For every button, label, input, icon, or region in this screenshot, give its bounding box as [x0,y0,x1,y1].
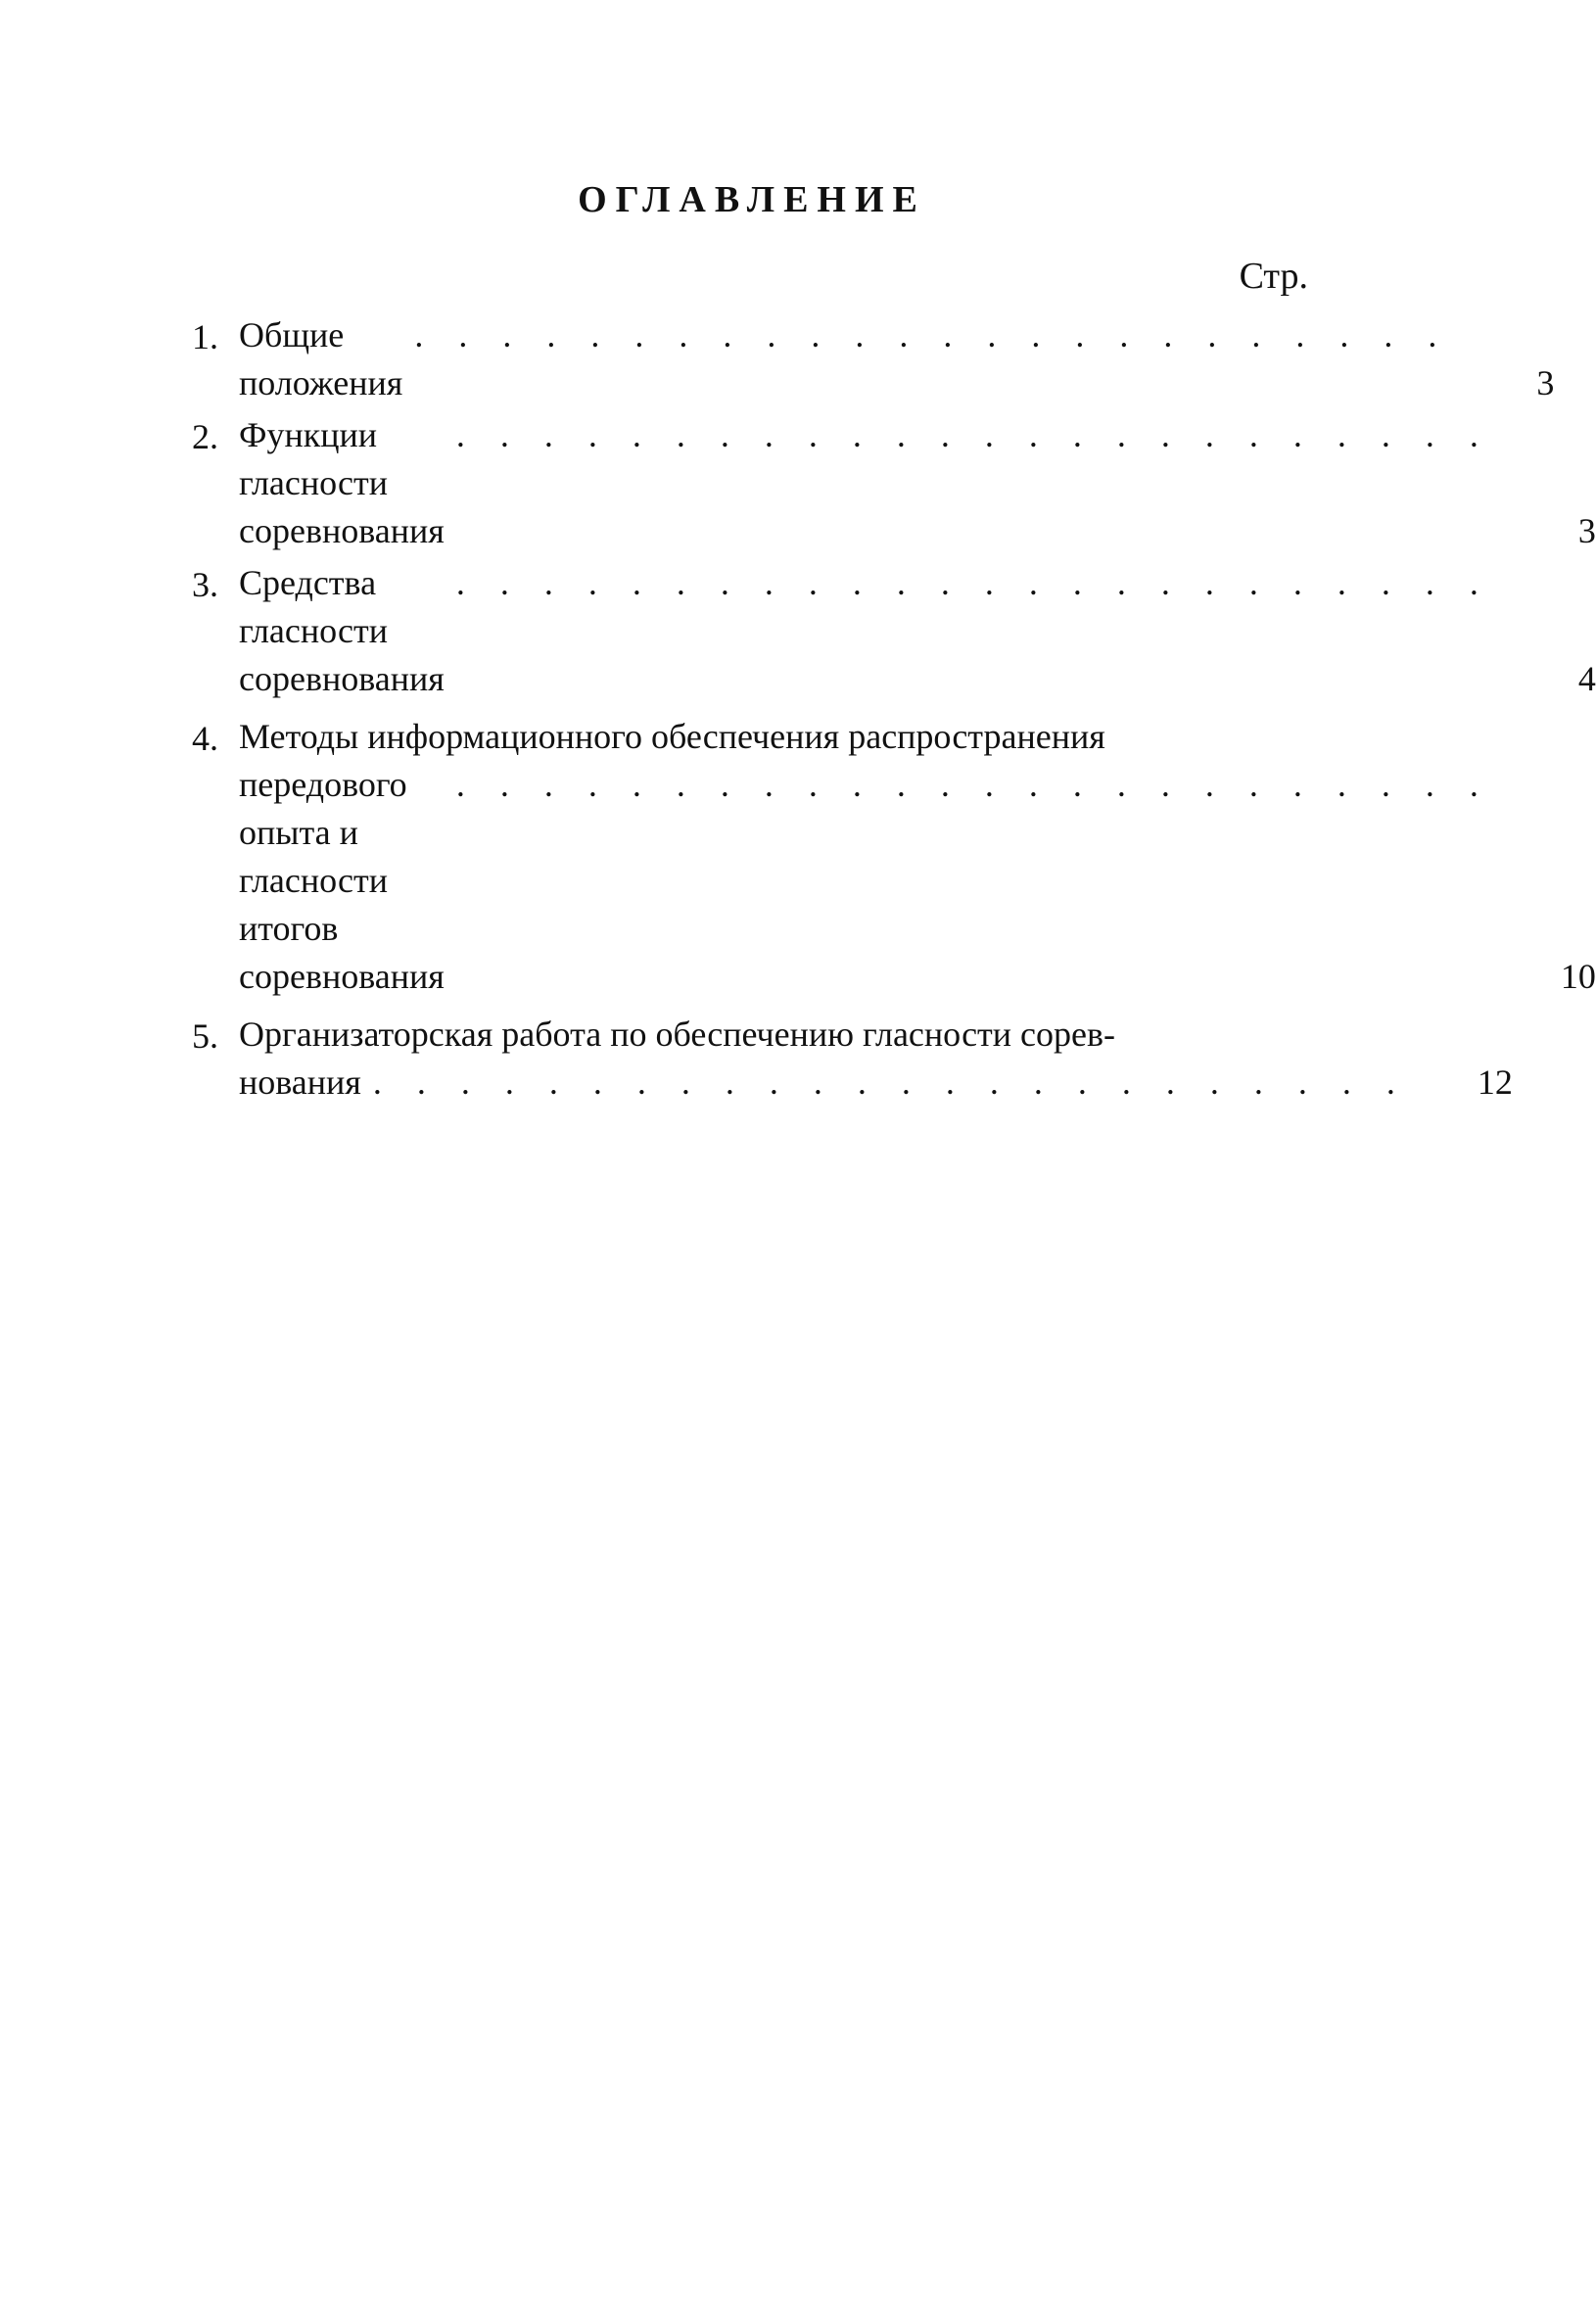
dot-leader [456,761,1479,809]
toc-entry-page: 4 [1577,659,1596,698]
toc-entry-body [239,713,1596,1001]
toc-entry-5 [192,1011,1513,1107]
page-column-header: Стр. [1239,256,1308,297]
toc-entry-line [239,713,1479,761]
toc-entry-title: Функции гласности соревнования [239,415,445,550]
toc-entry-number: 3. [192,565,218,604]
toc-entry-number: 1. [192,317,218,356]
toc-entry-2 [192,411,1596,555]
toc-entry-line [239,1011,1395,1059]
toc-entry-number: 2. [192,417,218,456]
toc-entry-title-continued: передового опыта и гласности итогов соревнования [239,765,445,996]
toc-entry-body [239,411,1596,555]
toc-entry-page: 3 [1577,511,1596,550]
toc-entry-number: 4. [192,719,218,758]
dot-leader [373,1059,1395,1107]
toc-entry-line [239,1059,1395,1107]
toc-entry-3 [192,559,1596,703]
toc-entry-title: Общие положения [239,315,403,402]
toc-entry-line [239,761,1479,1001]
toc-entry-title: Методы информационного обеспечения распространения [239,717,1105,756]
dot-leader [456,411,1479,459]
toc-entry-page: 3 [1536,363,1555,402]
toc-entry-title-continued: нования [239,1062,361,1102]
toc-entry-page: 10 [1560,957,1596,996]
toc-entry-line [239,559,1479,703]
toc-entry-body [239,311,1554,407]
toc-entry-page: 12 [1477,1062,1513,1102]
toc-entry-line [239,311,1436,407]
table-of-contents [192,311,1596,1107]
toc-entry-1 [192,311,1555,407]
dot-leader [456,559,1479,607]
toc-entry-line [239,411,1479,555]
toc-entry-title: Организаторская работа по обеспечению гласности сорев- [239,1015,1115,1054]
toc-entry-4 [192,713,1596,1001]
toc-entry-body [239,559,1596,703]
dot-leader [414,311,1436,359]
toc-entry-number: 5. [192,1016,218,1056]
page-title: ОГЛАВЛЕНИЕ [578,179,926,220]
toc-entry-body [239,1011,1513,1107]
toc-entry-title: Средства гласности соревнования [239,563,445,698]
